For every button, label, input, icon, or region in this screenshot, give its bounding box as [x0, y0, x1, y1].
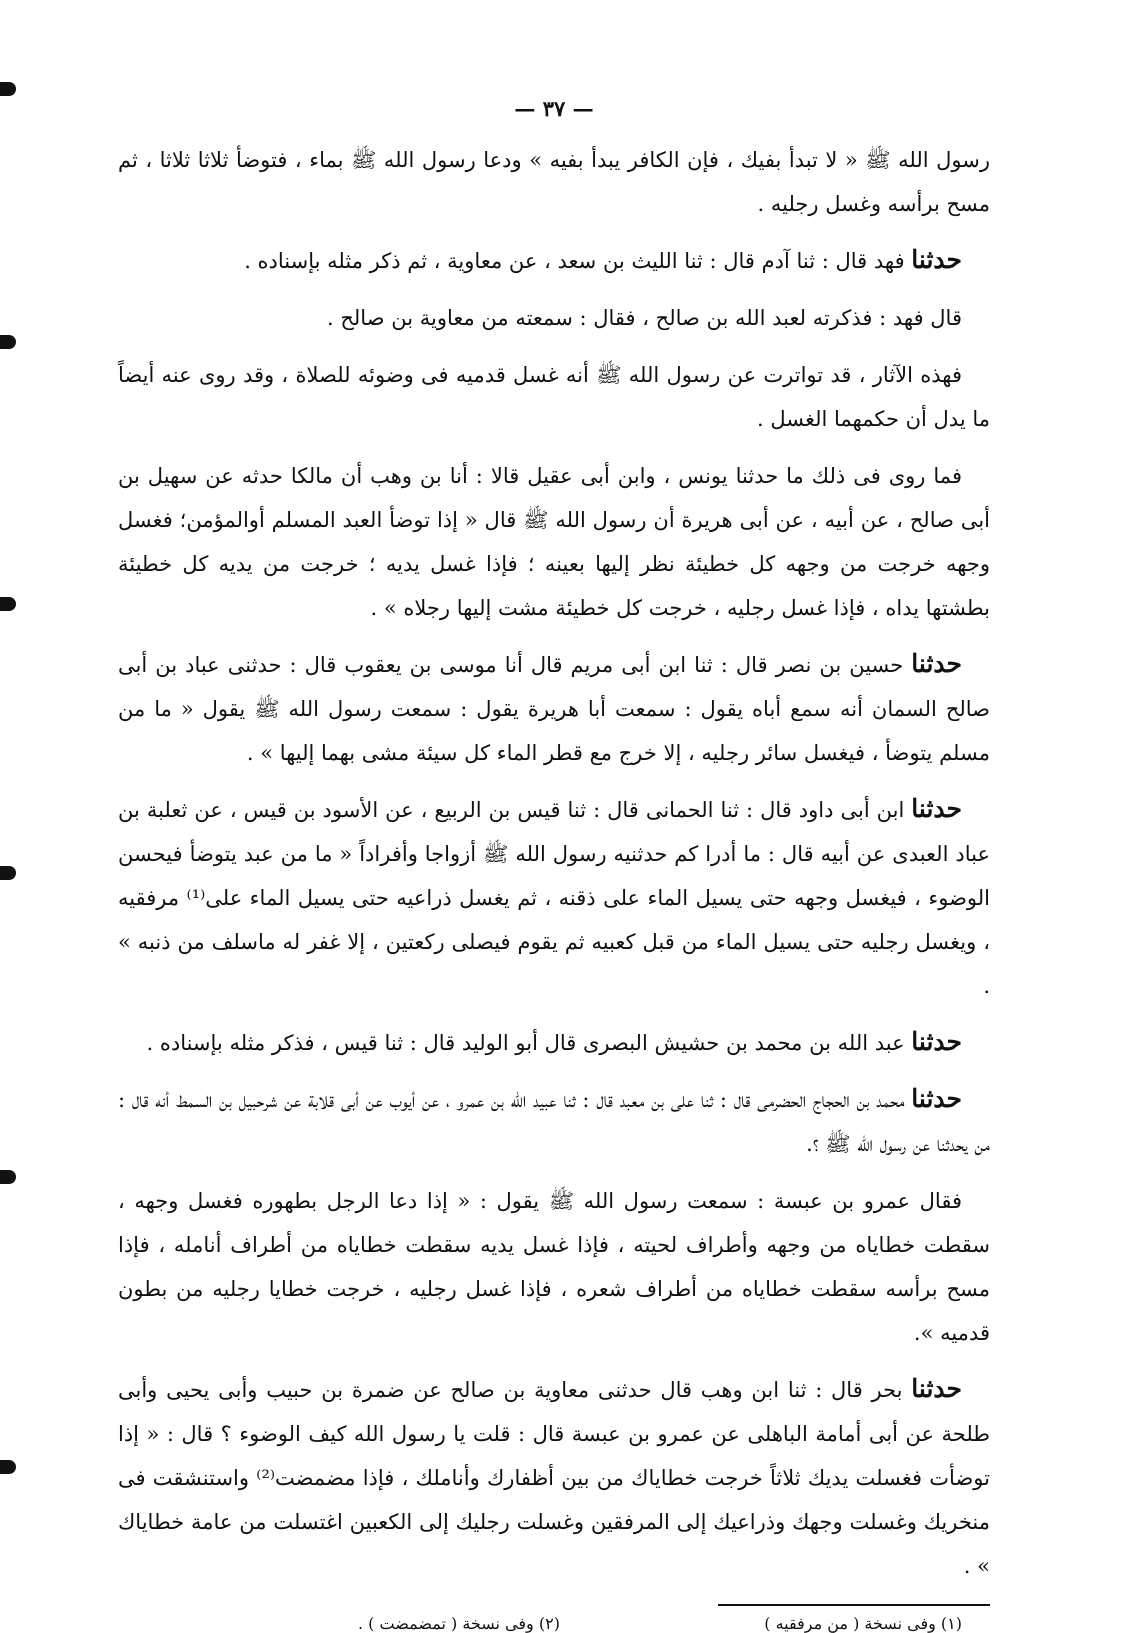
scan-edge-mark: [0, 597, 16, 611]
paragraph-text: حسين بن نصر قال : ثنا ابن أبى مريم قال أنا موسى بن يعقوب قال : حدثنى عباد بن أبى صالح السمان أنه سمع أباه يقول : سمعت أبا هريرة يقول : سمعت رسول الله ﷺ يقول « ما من مسلم يتوضأ ، فيغسل سائر رجليه ، إلا خرج مع قطر الماء كل سيئة مشى بهما إليها » .: [118, 653, 990, 765]
paragraph-text: قال فهد : فذكرته لعبد الله بن صالح ، فقال : سمعته من معاوية بن صالح .: [327, 306, 962, 330]
page-body: [118, 137, 990, 1588]
paragraph-lead: حدثنا: [911, 1084, 962, 1113]
paragraph: [118, 787, 990, 1008]
paragraph-lead: حدثنا: [911, 794, 962, 823]
paragraph: [118, 352, 990, 441]
paragraph-text: رسول الله ﷺ « لا تبدأ بفيك ، فإن الكافر يبدأ بفيه » ودعا رسول الله ﷺ بماء ، فتوضأ ثلاثا ثلاثا ، ثم مسح برأسه وغسل رجليه .: [118, 148, 990, 216]
paragraph-text: عبد الله بن محمد بن حشيش البصرى قال أبو الوليد قال : ثنا قيس ، فذكر مثله بإسناده .: [146, 1031, 912, 1055]
paragraph: [118, 453, 990, 630]
paragraph-text: فهذه الآثار ، قد تواترت عن رسول الله ﷺ أنه غسل قدميه فى وضوئه للصلاة ، وقد روى عنه أيضاً ما يدل أن حكمهما الغسل .: [118, 363, 990, 431]
paragraph-lead: حدثنا: [911, 649, 962, 678]
paragraph-lead: حدثنا: [911, 1027, 962, 1056]
paragraph: [118, 642, 990, 775]
paragraph: [118, 1178, 990, 1355]
book-page: [118, 96, 990, 1633]
paragraph-lead: حدثنا: [911, 245, 962, 274]
paragraph: [118, 1077, 990, 1166]
paragraph-text: بحر قال : ثنا ابن وهب قال حدثنى معاوية بن صالح عن ضمرة بن حبيب وأبى يحيى وأبى طلحة عن أبى أمامة الباهلى عن عمرو بن عبسة قال : قلت يا رسول الله كيف الوضوء ؟ قال : « إذا توضأت فغسلت يديك ثلاثاً خرجت خطاياك من بين أظفارك وأناملك ، فإذا مضمضت⁽²⁾ واستنشقت فى منخريك وغسلت وجهك وذراعيك إلى المرفقين وغسلت رجليك إلى الكعبين اغتسلت من عامة خطاياك » .: [118, 1378, 990, 1578]
paragraph-lead: حدثنا: [911, 1374, 962, 1403]
footnote-2: (٢) وفى نسخة ( تمضمضت ) .: [358, 1614, 560, 1633]
page-number: — ٣٧ —: [514, 96, 594, 121]
paragraph: [118, 238, 990, 283]
footnotes: [118, 1614, 990, 1633]
paragraph-text: ابن أبى داود قال : ثنا الحمانى قال : ثنا قيس بن الربيع ، عن الأسود بن قيس ، عن ثعلبة بن عباد العبدى عن أبيه قال : ما أدرا كم حدثنيه رسول الله ﷺ أزواجا وأفراداً « ما من عبد يتوضأ فيحسن الوضوء ، فيغسل وجهه حتى يسيل الماء على ذقنه ، ثم يغسل ذراعيه حتى يسيل الماء على⁽¹⁾ مرفقيه ، ويغسل رجليه حتى يسيل الماء من قبل كعبيه ثم يقوم فيصلى ركعتين ، إلا غفر له ماسلف من ذنبه » .: [118, 798, 990, 998]
paragraph: [118, 1367, 990, 1588]
paragraph: [118, 137, 990, 226]
scan-edge-mark: [0, 1460, 16, 1474]
paragraph-text: محمد بن الحجاج الحضرمى قال : ثنا على بن معبد قال : ثنا عبيد الله بن عمرو ، عن أيوب عن أبى قلابة عن شرحبيل بن السمط أنه قال : من يحدثنا عن رسول الله ﷺ ؟.: [118, 1088, 990, 1156]
scan-edge-mark: [0, 1170, 16, 1184]
paragraph-text: فهد قال : ثنا آدم قال : ثنا الليث بن سعد ، عن معاوية ، ثم ذكر مثله بإسناده .: [244, 249, 912, 273]
footnote-1: (١) وفى نسخة ( من مرفقيه ): [764, 1614, 962, 1633]
scan-edge-mark: [0, 335, 16, 349]
paragraph-text: فما روى فى ذلك ما حدثنا يونس ، وابن أبى عقيل قالا : أنا بن وهب أن مالكا حدثه عن سهيل بن أبى صالح ، عن أبيه ، عن أبى هريرة أن رسول الله ﷺ قال « إذا توضأ العبد المسلم أوالمؤمن؛ فغسل وجهه خرجت من وجهه كل خطيئة نظر إليها بعينه ؛ فإذا غسل يديه ؛ خرجت من يديه كل خطيئة بطشتها يداه ، فإذا غسل رجليه ، خرجت كل خطيئة مشت إليها رجلاه » .: [118, 464, 990, 620]
scan-edge-mark: [0, 82, 16, 96]
paragraph: [118, 295, 990, 340]
paragraph: [118, 1020, 990, 1065]
paragraph-text: فقال عمرو بن عبسة : سمعت رسول الله ﷺ يقول : « إذا دعا الرجل بطهوره فغسل وجهه ، سقطت خطاياه من وجهه وأطراف لحيته ، فإذا غسل يديه سقطت خطاياه من أطراف أنامله ، فإذا مسح برأسه سقطت خطاياه من أطراف شعره ، فإذا غسل رجليه ، خرجت خطايا رجليه من بطون قدميه ».: [118, 1189, 990, 1345]
footnote-divider: [718, 1604, 990, 1606]
scan-edge-mark: [0, 866, 16, 880]
